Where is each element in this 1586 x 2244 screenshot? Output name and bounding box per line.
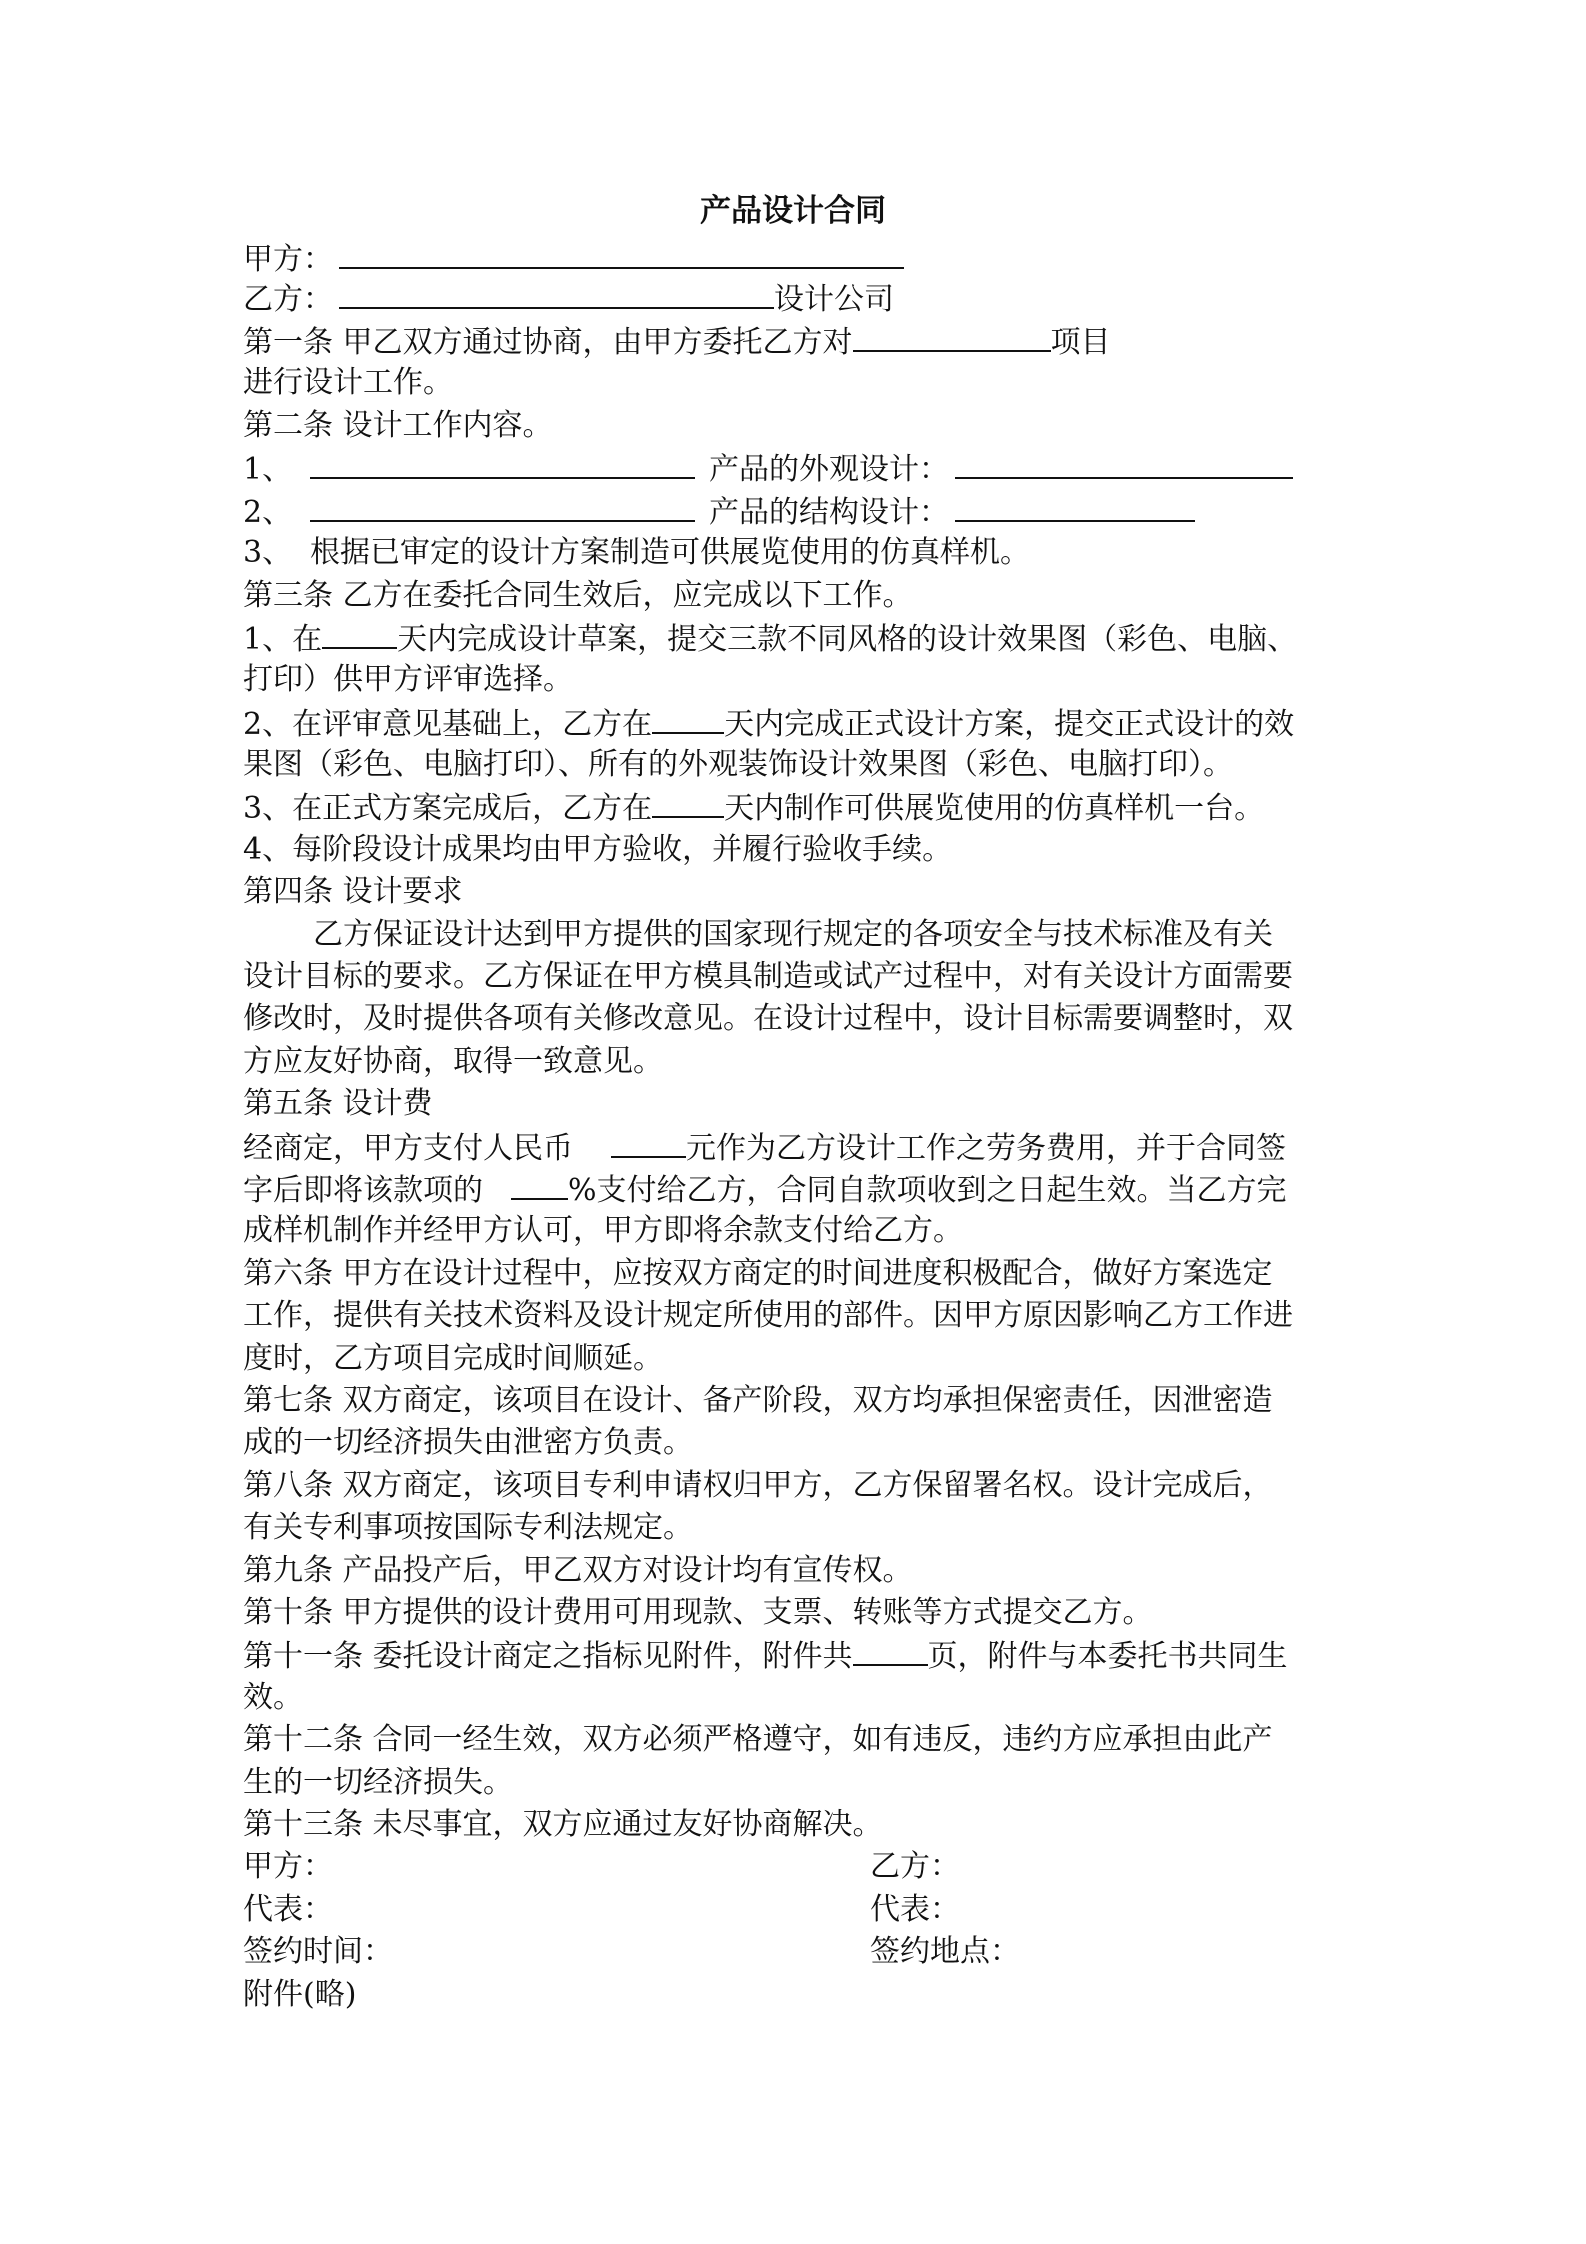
attachment-text: 第十一条 委托设计商定之指标见附件，附件共 xyxy=(243,1639,853,1674)
article-13: 第十三条 未尽事宜，双方应通过友好协商解决。 xyxy=(243,1807,883,1842)
article-2-item-3 xyxy=(243,532,1030,574)
item-text: 天内完成正式设计方案，提交正式设计的效 xyxy=(724,707,1295,742)
article-8-line-2: 有关专利事项按国际专利法规定。 xyxy=(243,1510,693,1545)
article-7-line-1: 第七条 双方商定，该项目在设计、备产阶段，双方均承担保密责任，因泄密造 xyxy=(243,1383,1273,1418)
attachment-pages-blank xyxy=(853,1634,928,1666)
party-b-blank xyxy=(339,277,774,309)
signing-place: 签约地点： xyxy=(870,1934,1020,1969)
item-1-number: 1、 xyxy=(243,452,293,487)
item-3-text: 根据已审定的设计方案制造可供展览使用的仿真样机。 xyxy=(310,535,1030,570)
fee-text: 经商定，甲方支付人民币 xyxy=(243,1131,573,1166)
article-1-line-1 xyxy=(243,320,1111,364)
article-3-item-1-line-1 xyxy=(243,617,1297,661)
article-3-item-3 xyxy=(243,786,1264,830)
article-3-item-2-line-1 xyxy=(243,702,1294,746)
party-a-line xyxy=(243,237,904,281)
formal-days-blank xyxy=(652,702,724,734)
item-2-blank xyxy=(310,490,695,522)
fee-amount-blank xyxy=(611,1126,686,1158)
fee-text: 元作为乙方设计工作之劳务费用，并于合同签 xyxy=(686,1131,1286,1166)
item-text: 2、在评审意见基础上，乙方在 xyxy=(243,707,653,742)
article-9: 第九条 产品投产后，甲乙双方对设计均有宣传权。 xyxy=(243,1553,913,1588)
item-text: 天内完成设计草案，提交三款不同风格的设计效果图（彩色、电脑、 xyxy=(397,622,1298,657)
fee-percent-blank xyxy=(511,1168,568,1200)
article-10: 第十条 甲方提供的设计费用可用现款、支票、转账等方式提交乙方。 xyxy=(243,1595,1153,1630)
article-12-line-2: 生的一切经济损失。 xyxy=(243,1765,513,1800)
article-6-line-3: 度时，乙方项目完成时间顺延。 xyxy=(243,1341,663,1376)
article-7-line-2: 成的一切经济损失由泄密方负责。 xyxy=(243,1425,693,1460)
article-12-line-1: 第十二条 合同一经生效，双方必须严格遵守，如有违反，违约方应承担由此产 xyxy=(243,1722,1273,1757)
article-5-line-3: 成样机制作并经甲方认可，甲方即将余款支付给乙方。 xyxy=(243,1213,963,1248)
party-b-line xyxy=(243,277,894,321)
fee-text: %支付给乙方，合同自款项收到之日起生效。当乙方完 xyxy=(568,1173,1287,1208)
party-a-blank xyxy=(339,237,904,269)
article-3-item-2-line-2: 果图（彩色、电脑打印）、所有的外观装饰设计效果图（彩色、电脑打印）。 xyxy=(243,747,1233,782)
article-11-line-2: 效。 xyxy=(243,1680,303,1715)
article-6-line-1: 第六条 甲方在设计过程中，应按双方商定的时间进度积极配合，做好方案选定 xyxy=(243,1256,1273,1291)
item-text: 3、在正式方案完成后，乙方在 xyxy=(243,791,653,826)
party-a-label: 甲方： xyxy=(243,242,333,277)
item-2-text: 产品的结构设计： xyxy=(709,495,949,530)
project-blank xyxy=(853,320,1051,352)
article-2-heading: 第二条 设计工作内容。 xyxy=(243,408,553,443)
article-3-item-4: 4、每阶段设计成果均由甲方验收，并履行验收手续。 xyxy=(243,832,953,867)
article-5-heading: 第五条 设计费 xyxy=(243,1086,433,1121)
article-1-line-2: 进行设计工作。 xyxy=(243,365,453,400)
attachment-text: 页，附件与本委托书共同生 xyxy=(927,1639,1288,1674)
article-4-line-3: 修改时，及时提供各项有关修改意见。在设计过程中，设计目标需要调整时，双 xyxy=(243,1001,1293,1036)
article-4-line-4: 方应友好协商，取得一致意见。 xyxy=(243,1044,663,1079)
article-3-heading: 第三条 乙方在委托合同生效后，应完成以下工作。 xyxy=(243,578,913,613)
article-5-line-2 xyxy=(243,1168,1287,1212)
item-2-number: 2、 xyxy=(243,495,293,530)
article-3-item-1-line-2: 打印）供甲方评审选择。 xyxy=(243,662,573,697)
article-2-item-2 xyxy=(243,490,1195,534)
representative-a: 代表： xyxy=(243,1892,333,1927)
document-title: 产品设计合同 xyxy=(700,193,886,229)
article-4-line-2: 设计目标的要求。乙方保证在甲方模具制造或试产过程中，对有关设计方面需要 xyxy=(243,959,1293,994)
party-b-suffix: 设计公司 xyxy=(774,282,894,317)
article-4-heading: 第四条 设计要求 xyxy=(243,874,463,909)
prototype-days-blank xyxy=(652,786,724,818)
article-1-suffix: 项目 xyxy=(1050,325,1111,360)
article-8-line-1: 第八条 双方商定，该项目专利申请权归甲方，乙方保留署名权。设计完成后， xyxy=(243,1468,1273,1503)
article-4-line-1: 乙方保证设计达到甲方提供的国家现行规定的各项安全与技术标准及有关 xyxy=(313,917,1273,952)
item-text: 天内制作可供展览使用的仿真样机一台。 xyxy=(724,791,1265,826)
fee-text: 字后即将该款项的 xyxy=(243,1173,483,1208)
representative-b: 代表： xyxy=(870,1892,960,1927)
article-11-line-1 xyxy=(243,1634,1288,1678)
signature-party-b: 乙方： xyxy=(870,1849,960,1884)
item-1-text: 产品的外观设计： xyxy=(709,452,949,487)
signing-time: 签约时间： xyxy=(243,1934,393,1969)
draft-days-blank xyxy=(322,617,397,649)
structure-design-blank xyxy=(955,490,1195,522)
item-1-blank xyxy=(310,447,695,479)
party-b-label: 乙方： xyxy=(243,282,333,317)
appearance-design-blank xyxy=(955,447,1293,479)
article-2-item-1 xyxy=(243,447,1293,491)
signature-party-a: 甲方： xyxy=(243,1849,333,1884)
item-3-number: 3、 xyxy=(243,535,293,570)
article-1-text: 第一条 甲乙双方通过协商，由甲方委托乙方对 xyxy=(243,325,853,360)
attachment-note: 附件(略) xyxy=(243,1977,357,2012)
article-5-line-1 xyxy=(243,1126,1286,1170)
item-text: 1、在 xyxy=(243,622,323,657)
article-6-line-2: 工作，提供有关技术资料及设计规定所使用的部件。因甲方原因影响乙方工作进 xyxy=(243,1298,1293,1333)
